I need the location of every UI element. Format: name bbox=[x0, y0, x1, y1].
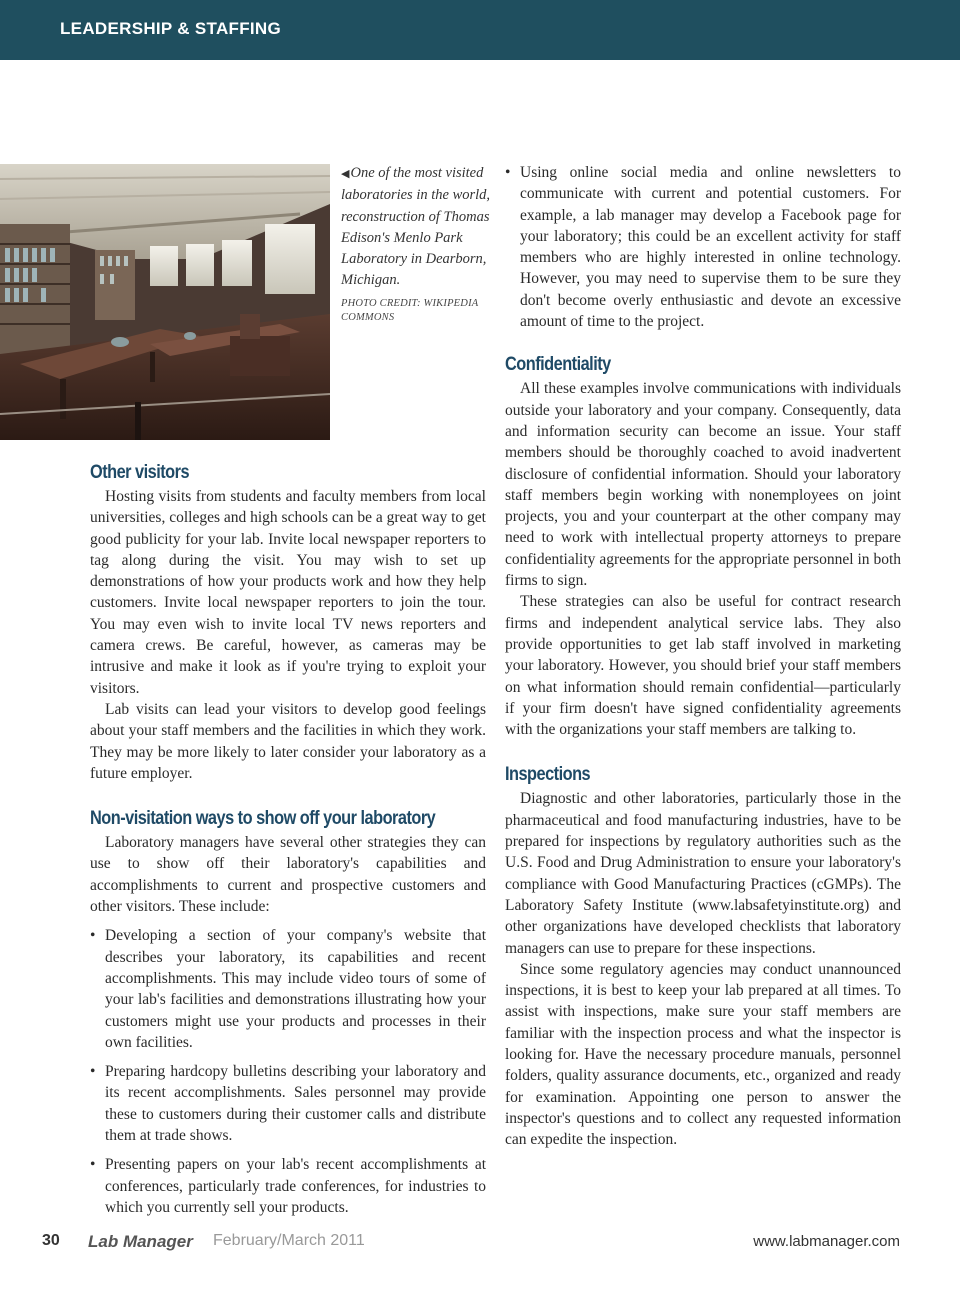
body-paragraph: These strategies can also be useful for contract research firms and independent analytical service labs. They also provide opportunities to get lab staff involved in marketing your laboratory. However, you should brief your staff members on what information should remain confidential—particularly if your firm doesn't have signed confidentiality agreements with the organizations your staff members are talking to. bbox=[505, 593, 901, 739]
heading-other-visitors: Other visitors bbox=[90, 462, 190, 483]
body-paragraph: All these examples involve communications with individuals outside your laboratory and your company. Consequently, data and information security can become an issue. Your staff members should be thoroughly coached to avoid inadvertent disclosure of confidential information. Should your laboratory staff members begin working with nonemployees on joint projects, you and your counterpart at the other company may need to work with intellectual property attorneys to prepare confidentiality agreements for the appropriate personnel in both firms to sign. bbox=[505, 380, 901, 590]
list-item: • Presenting papers on your lab's recent accomplishments at conferences, particularly trade conferences, for industries to which you currently sell your products. bbox=[90, 1154, 486, 1218]
photo-caption bbox=[341, 163, 491, 326]
body-paragraph: Hosting visits from students and faculty members from local universities, colleges and high schools can be a great way to get good publicity for your lab. Invite local newspaper reporters to tag along during the visit. You may wish to set up demonstrations of how your products work and how they help customers. Invite local newspaper reporters to join the tour. You may even wish to invite local TV news reporters and camera crews. Be careful, however, as cameras may be intrusive and make it look as if you're trying to exploit your visitors. bbox=[90, 488, 486, 697]
continued-strategy-list bbox=[505, 162, 901, 332]
website-url: www.labmanager.com bbox=[753, 1233, 900, 1250]
photo-credit: PHOTO CREDIT: WIKIPEDIA COMMONS bbox=[341, 297, 479, 324]
page-footer bbox=[0, 1232, 960, 1256]
caption-text: One of the most visited laboratories in the world, reconstruction of Thomas Edison's Menlo Park Laboratory in Dearborn, Michigan. bbox=[341, 165, 491, 289]
heading-inspections: Inspections bbox=[505, 764, 591, 786]
heading-non-visitation: Non-visitation ways to show off your laboratory bbox=[90, 808, 436, 830]
list-item: • Developing a section of your company's website that describes your laboratory, its capabilities and recent accomplishments. This may include video tours of some of your lab's facilities and demonstrations illustrating how your customers might use your products and processes in their own facilities. bbox=[90, 925, 486, 1053]
strategy-list bbox=[90, 925, 486, 1218]
heading-confidentiality: Confidentiality bbox=[505, 354, 611, 376]
list-item: • Preparing hardcopy bulletins describing your laboratory and its recent accomplishments. Sales personnel may provide these to customers during their customer calls and distribute them at trade shows. bbox=[90, 1061, 486, 1146]
edison-lab-photo bbox=[0, 164, 330, 440]
page-number: 30 bbox=[42, 1232, 60, 1249]
magazine-name: Lab Manager bbox=[88, 1232, 193, 1251]
body-paragraph: Laboratory managers have several other strategies they can use to show off their laboratory's capabilities and accomplishments to current and prospective customers and other visitors. These include: bbox=[90, 834, 486, 916]
right-column bbox=[505, 162, 901, 1150]
body-paragraph: Lab visits can lead your visitors to develop good feelings about your staff members and the facilities in which they work. They may be more likely to later consider your laboratory as a future employer. bbox=[90, 700, 486, 782]
body-paragraph: Diagnostic and other laboratories, particularly those in the pharmaceutical and food manufacturing industries, have to be prepared for inspections by regulatory authorities such as the U.S. Food and Drug Administration to ensure your laboratory's compliance with Good Manufacturing Practices (cGMPs). The Laboratory Safety Institute (www.labsafetyinstitute.org) and other organizations have developed checklists that laboratory managers can use to prepare for these inspections. bbox=[505, 790, 901, 957]
list-item: • Using online social media and online newsletters to communicate with current and potential customers. For example, a lab manager may develop a Facebook page for your laboratory; this could be an excellent activity for staff members who are highly interested in online technology. However, you may need to supervise them to be sure they don't become overly enthusiastic and devote an excessive amount of time to the project. bbox=[505, 162, 901, 332]
section-label: LEADERSHIP & STAFFING bbox=[60, 19, 282, 38]
caption-pointer-icon: ◀ bbox=[341, 168, 350, 180]
issue-date: February/March 2011 bbox=[213, 1232, 365, 1249]
section-header-bar bbox=[0, 0, 960, 60]
left-column bbox=[90, 460, 486, 1218]
body-paragraph: Since some regulatory agencies may conduct unannounced inspections, it is best to keep your lab prepared at all times. To assist with inspections, make sure your staff members are familiar with the inspection process and what the inspector is looking for. Have the necessary procedure manuals, personnel folders, quality assurance documents, etc., organized and ready for examination. Appointing one person to answer the inspector's questions and to collect any requested information can expedite the inspection. bbox=[505, 960, 901, 1149]
